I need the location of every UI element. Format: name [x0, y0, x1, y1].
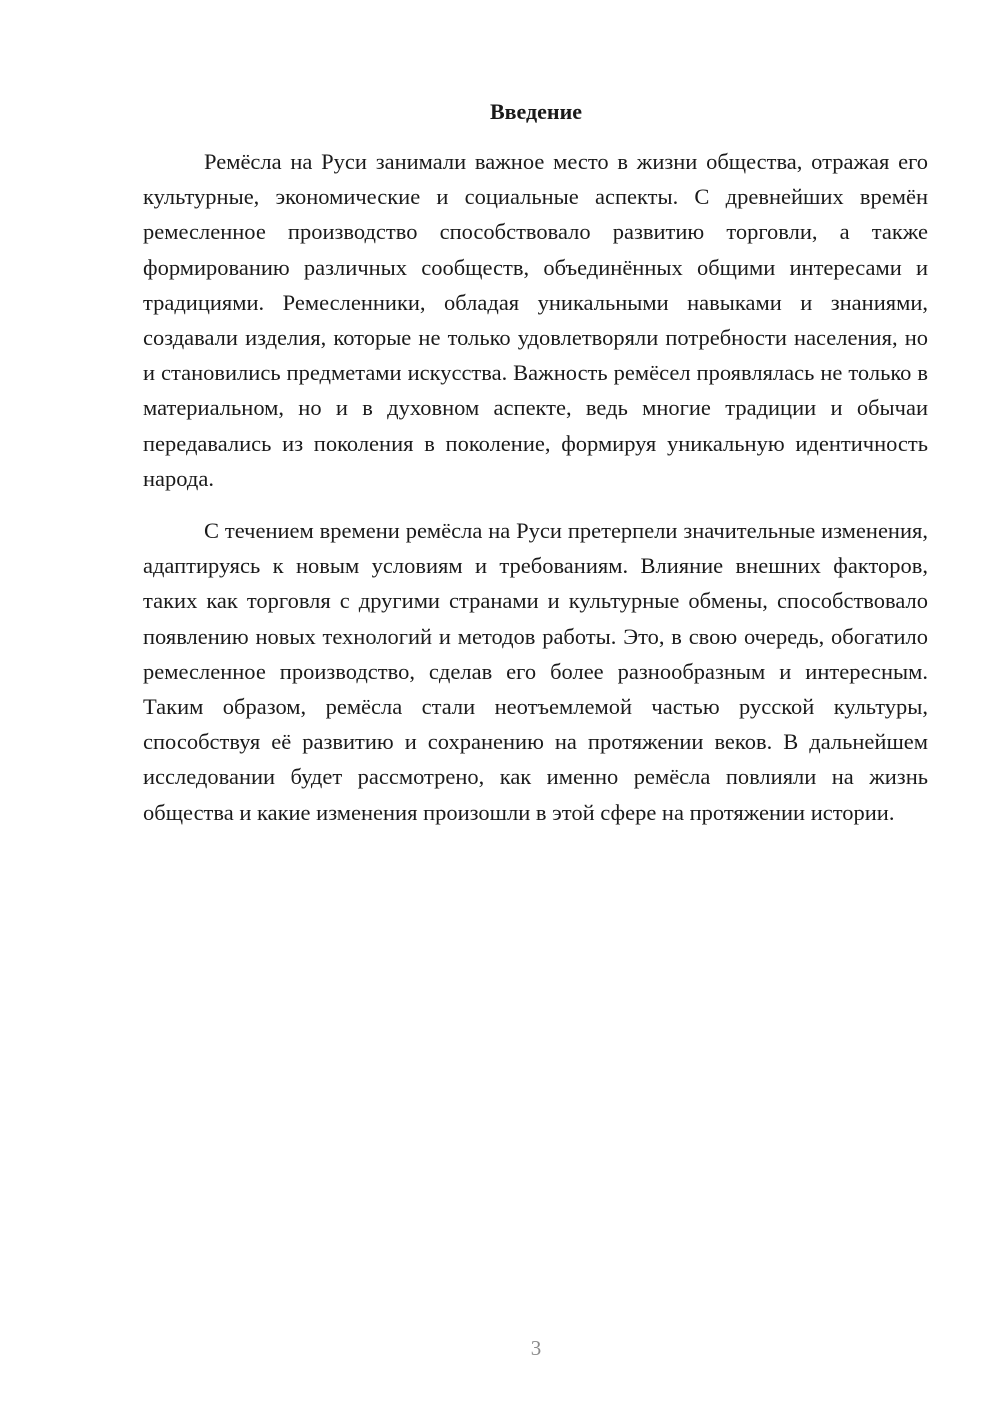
- paragraph-2: С течением времени ремёсла на Руси претерпели значительные изменения, адаптируясь к новым условиям и требованиям. Влияние внешних факторов, таких как торговля с другими странами и культурные обмены, способствовало появлению новых технологий и методов работы. Это, в свою очередь, обогатило ремесленное производство, сделав его более разнообразным и интересным. Таким образом, ремёсла стали неотъемлемой частью русской культуры, способствуя её развитию и сохранению на протяжении веков. В дальнейшем исследовании будет рассмотрено, как именно ремёсла повлияли на жизнь общества и какие изменения произошли в этой сфере на протяжении истории.: [143, 518, 928, 825]
- section-heading: Введение: [489, 99, 583, 124]
- body-text: [143, 144, 928, 830]
- paragraph-1: Ремёсла на Руси занимали важное место в жизни общества, отражая его культурные, экономические и социальные аспекты. С древнейших времён ремесленное производство способствовало развитию торговли, а также формированию различных сообществ, объединённых общими интересами и традициями. Ремесленники, обладая уникальными навыками и знаниями, создавали изделия, которые не только удовлетворяли потребности населения, но и становились предметами искусства. Важность ремёсел проявлялась не только в материальном, но и в духовном аспекте, ведь многие традиции и обычаи передавались из поколения в поколение, формируя уникальную идентичность народа.: [143, 149, 928, 491]
- page-number: 3: [530, 1336, 542, 1360]
